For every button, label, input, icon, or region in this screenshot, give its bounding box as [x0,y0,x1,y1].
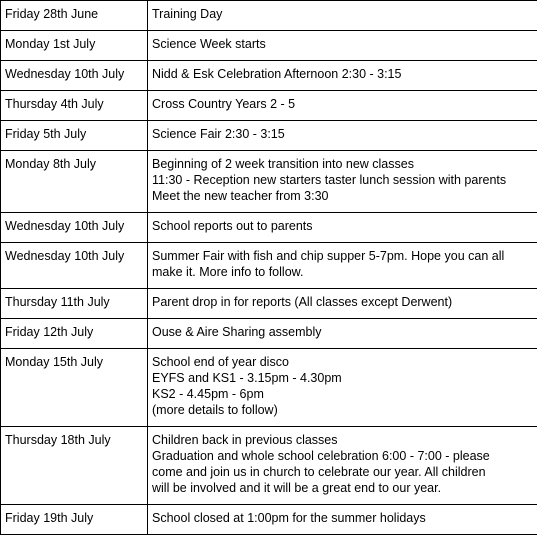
event-line: Children back in previous classes [152,432,534,448]
event-line: Summer Fair with fish and chip supper 5-7pm. Hope you can all [152,248,534,264]
event-description [148,213,537,243]
table-row [1,121,537,151]
event-date: Friday 5th July [1,121,148,151]
event-description [148,61,537,91]
event-date: Monday 15th July [1,349,148,427]
event-description [148,505,537,535]
table-row [1,61,537,91]
event-line: School reports out to parents [152,218,534,234]
table-row [1,213,537,243]
table-row [1,151,537,213]
event-line: Science Week starts [152,36,534,52]
table-row [1,91,537,121]
event-line: School end of year disco [152,354,534,370]
event-description [148,121,537,151]
event-line: School closed at 1:00pm for the summer holidays [152,510,534,526]
event-date: Friday 19th July [1,505,148,535]
table-row [1,427,537,505]
event-line: come and join us in church to celebrate our year. All children [152,464,534,480]
table-row [1,505,537,535]
event-line: Nidd & Esk Celebration Afternoon 2:30 - 3:15 [152,66,534,82]
event-line: Meet the new teacher from 3:30 [152,188,534,204]
table-row [1,31,537,61]
event-date: Wednesday 10th July [1,243,148,289]
event-date: Friday 28th June [1,1,148,31]
table-row [1,319,537,349]
event-line: make it. More info to follow. [152,264,534,280]
event-description [148,427,537,505]
event-description [148,151,537,213]
event-date: Monday 1st July [1,31,148,61]
event-line: 11:30 - Reception new starters taster lunch session with parents [152,172,534,188]
event-date: Wednesday 10th July [1,213,148,243]
event-date: Thursday 4th July [1,91,148,121]
event-date: Thursday 11th July [1,289,148,319]
event-description [148,319,537,349]
table-row [1,243,537,289]
event-date: Friday 12th July [1,319,148,349]
event-description [148,349,537,427]
event-description [148,91,537,121]
event-line: Ouse & Aire Sharing assembly [152,324,534,340]
event-line: Beginning of 2 week transition into new classes [152,156,534,172]
event-line: Graduation and whole school celebration 6:00 - 7:00 - please [152,448,534,464]
table-row [1,289,537,319]
event-line: Training Day [152,6,534,22]
event-line: EYFS and KS1 - 3.15pm - 4.30pm [152,370,534,386]
event-description [148,31,537,61]
event-line: KS2 - 4.45pm - 6pm [152,386,534,402]
table-row [1,349,537,427]
event-line: Parent drop in for reports (All classes except Derwent) [152,294,534,310]
event-description [148,243,537,289]
event-date: Monday 8th July [1,151,148,213]
event-date: Wednesday 10th July [1,61,148,91]
events-calendar-body [1,1,537,535]
event-line: (more details to follow) [152,402,534,418]
event-line: Science Fair 2:30 - 3:15 [152,126,534,142]
event-description [148,1,537,31]
event-description [148,289,537,319]
event-date: Thursday 18th July [1,427,148,505]
event-line: will be involved and it will be a great end to our year. [152,480,534,496]
event-line: Cross Country Years 2 - 5 [152,96,534,112]
table-row [1,1,537,31]
